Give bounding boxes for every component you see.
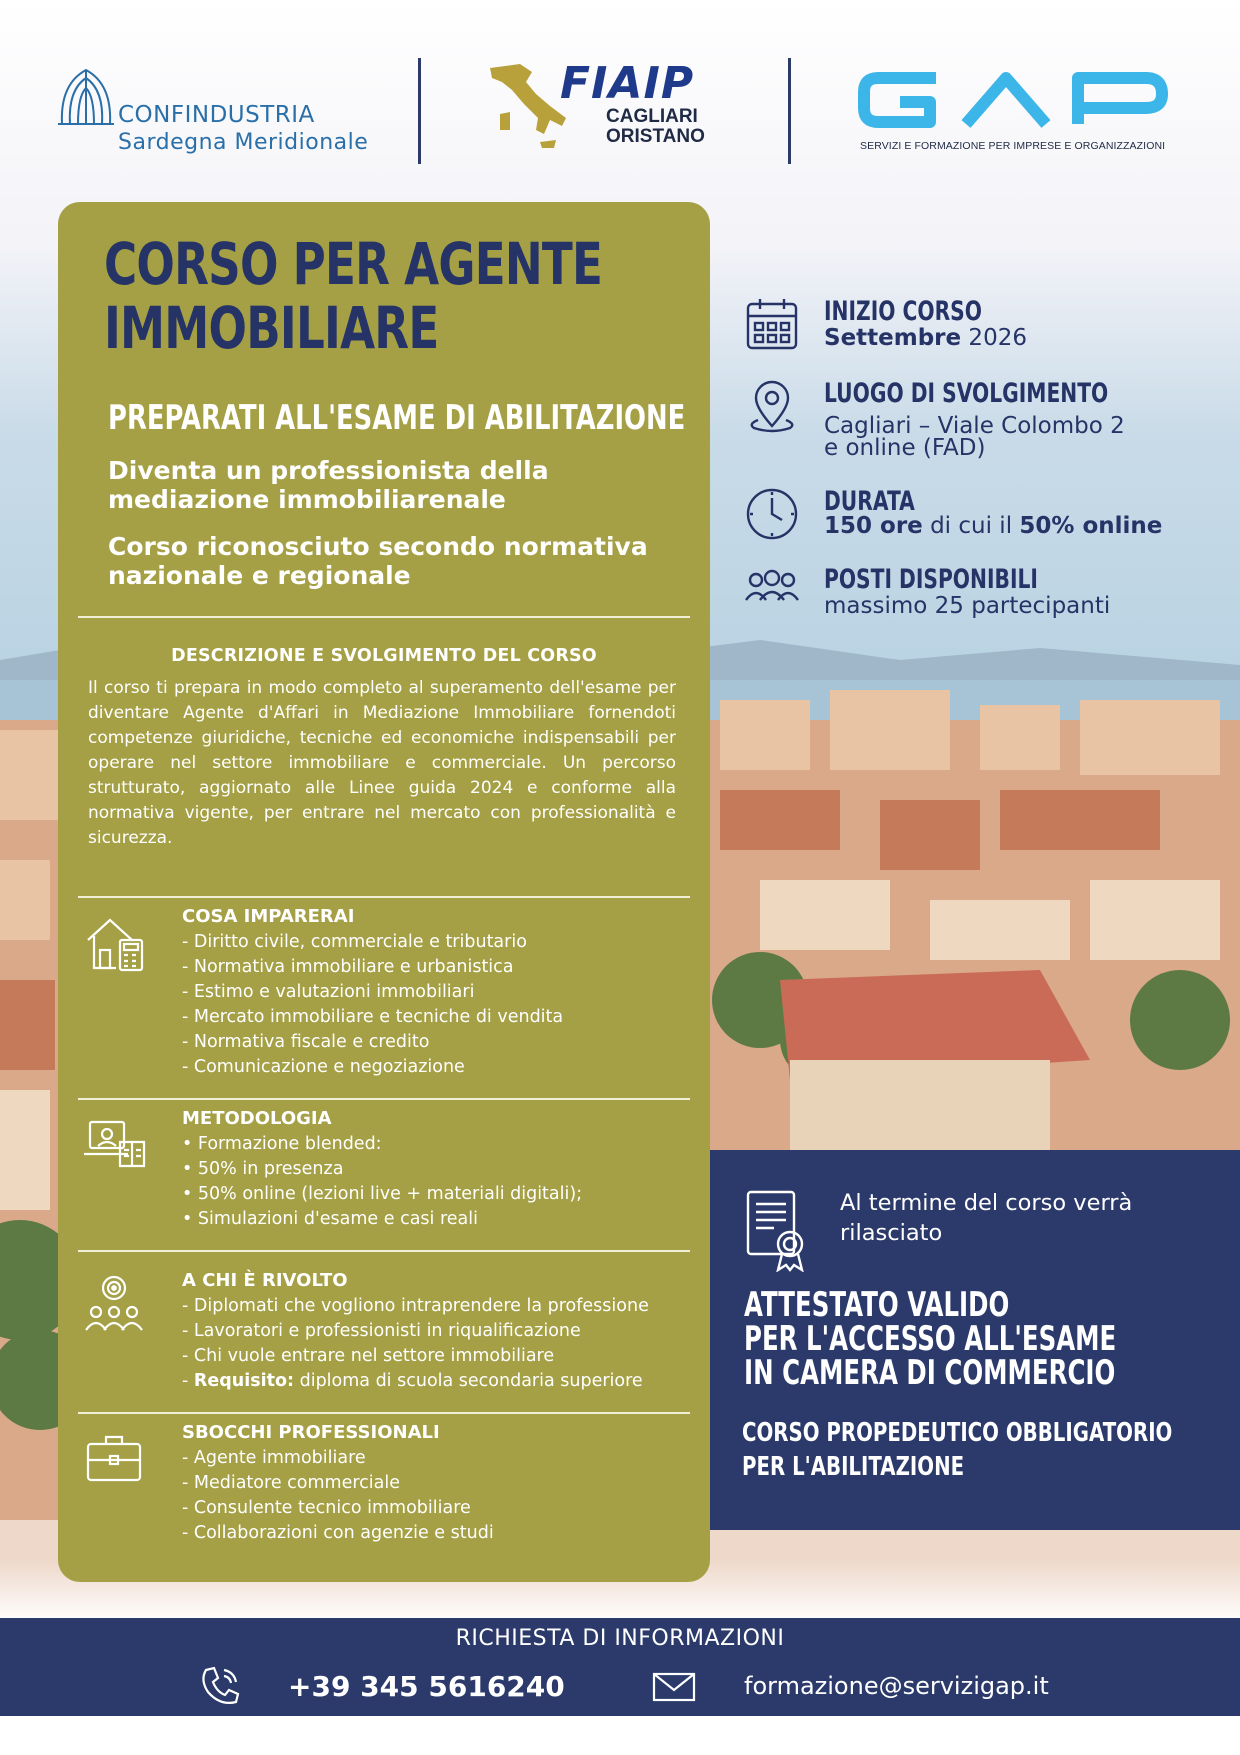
list-item: - Diplomati che vogliono intraprendere la professione (182, 1296, 649, 1316)
certificate-title-line2: PER L'ACCESSO ALL'ESAME (744, 1319, 1117, 1359)
list-item: • 50% in presenza (182, 1159, 344, 1179)
seats-text: massimo 25 partecipanti (824, 593, 1111, 619)
calendar-icon (744, 296, 800, 352)
list-item: • Simulazioni d'esame e casi reali (182, 1209, 478, 1229)
list-item: - Mercato immobiliare e tecniche di vendita (182, 1007, 564, 1027)
start-date (824, 326, 1027, 350)
careers-title: SBOCCHI PROFESSIONALI (182, 1422, 440, 1443)
contact-footer (0, 1618, 1240, 1716)
learn-title: COSA IMPARERAI (182, 906, 355, 927)
course-title (104, 232, 666, 360)
place-title: LUOGO DI SVOLGIMENTO (824, 378, 1109, 409)
list-item: - Mediatore commerciale (182, 1473, 400, 1493)
briefcase-icon (82, 1426, 146, 1490)
method-title: METODOLOGIA (182, 1108, 332, 1129)
duration-online: 50% online (1019, 513, 1163, 539)
course-details-panel (58, 202, 710, 1582)
list-item: - Chi vuole entrare nel settore immobiliare (182, 1346, 555, 1366)
section-divider (78, 616, 690, 618)
laptop-book-icon (82, 1112, 146, 1176)
fiaip-city-cagliari: CAGLIARI (606, 106, 698, 127)
place-address: Cagliari – Viale Colombo 2 (824, 413, 1125, 439)
careers-list (182, 1446, 494, 1546)
list-item: - Lavoratori e professionisti in riqualificazione (182, 1321, 581, 1341)
place-online: e online (FAD) (824, 435, 986, 461)
section-divider (78, 896, 690, 898)
learn-list (182, 930, 563, 1080)
duration-hours: 150 ore (824, 513, 923, 539)
start-title: INIZIO CORSO (824, 296, 982, 327)
duration-text (824, 514, 1162, 538)
list-item: • 50% online (lezioni live + materiali digitali); (182, 1184, 583, 1204)
phone-icon (198, 1664, 242, 1708)
section-divider (78, 1412, 690, 1414)
description-title: DESCRIZIONE E SVOLGIMENTO DEL CORSO (171, 646, 597, 666)
requirement-label: Requisito: (193, 1371, 295, 1391)
course-tagline-recognized: Corso riconosciuto secondo normativa nazionale e regionale (108, 532, 648, 590)
target-audience-icon (82, 1274, 146, 1338)
certificate-note-line2: PER L'ABILITAZIONE (742, 1452, 965, 1482)
clock-icon (744, 486, 800, 542)
seats-title: POSTI DISPONIBILI (824, 564, 1038, 595)
start-month: Settembre (824, 325, 962, 351)
footer-title: RICHIESTA DI INFORMAZIONI (455, 1626, 785, 1651)
confindustria-logo (56, 62, 376, 162)
certificate-box (710, 1150, 1240, 1530)
email-address[interactable]: formazione@servizigap.it (744, 1672, 1049, 1700)
email-icon (652, 1672, 696, 1702)
certificate-title-line3: IN CAMERA DI COMMERCIO (744, 1353, 1116, 1393)
phone-number[interactable]: +39 345 5616240 (288, 1670, 565, 1703)
duration-title: DURATA (824, 486, 915, 517)
certificate-icon (744, 1188, 810, 1272)
section-divider (78, 1250, 690, 1252)
header-divider (418, 58, 421, 164)
duration-mid: di cui il (922, 513, 1020, 539)
fiaip-wordmark: FIAIP (560, 58, 695, 109)
certificate-intro: Al termine del corso verrà rilasciato (840, 1190, 1133, 1246)
section-divider (78, 1098, 690, 1100)
certificate-note-line1: CORSO PROPEDEUTICO OBBLIGATORIO (742, 1418, 1173, 1448)
list-item: • Formazione blended: (182, 1134, 382, 1154)
location-pin-icon (744, 378, 800, 434)
list-item: - Normativa fiscale e credito (182, 1032, 430, 1052)
list-item: - Comunicazione e negoziazione (182, 1057, 465, 1077)
confindustria-region: Sardegna Meridionale (118, 130, 369, 155)
course-title-line1: CORSO PER AGENTE (104, 230, 603, 298)
house-calculator-icon (82, 910, 146, 974)
list-item: - Requisito: diploma di scuola secondaria superiore (182, 1371, 643, 1391)
certificate-title (744, 1285, 1205, 1393)
course-title-line2: IMMOBILIARE (104, 294, 439, 362)
start-year: 2026 (961, 325, 1027, 351)
description-text: Il corso ti prepara in modo completo al superamento dell'esame per diventare Agente d'Affari in Mediazione Immobiliare fornendoti competenze giuridiche, tecniche ed economiche indispensabili per operare nel settore immobiliare e commerciale. Un percorso strutturato, aggiornato alle Linee guida 2024 e conforme alla normativa vigente, per entrare nel mercato con professionalità e sicurezza. (88, 678, 676, 848)
fiaip-logo (480, 56, 740, 156)
confindustria-emblem-icon (56, 64, 116, 128)
method-list (182, 1132, 582, 1232)
list-item: - Consulente tecnico immobiliare (182, 1498, 471, 1518)
people-group-icon (744, 564, 800, 620)
list-item: - Diritto civile, commerciale e tributario (182, 932, 527, 952)
target-title: A CHI È RIVOLTO (182, 1270, 348, 1291)
certificate-note (742, 1416, 1228, 1484)
list-item: - Collaborazioni con agenzie e studi (182, 1523, 494, 1543)
fiaip-city-oristano: ORISTANO (606, 126, 705, 147)
course-tagline-professional: Diventa un professionista della mediazione immobiliarenale (108, 456, 549, 514)
header-divider (788, 58, 791, 164)
requirement-text: diploma di scuola secondaria superiore (294, 1371, 643, 1391)
gap-wordmark-icon (856, 70, 1176, 130)
target-list (182, 1294, 649, 1394)
list-item: - Normativa immobiliare e urbanistica (182, 957, 514, 977)
certificate-title-line1: ATTESTATO VALIDO (744, 1285, 1010, 1325)
confindustria-name: CONFINDUSTRIA (118, 102, 315, 128)
gap-tagline: SERVIZI E FORMAZIONE PER IMPRESE E ORGANIZZAZIONI (860, 140, 1166, 152)
list-item: - Estimo e valutazioni immobiliari (182, 982, 475, 1002)
course-subtitle: PREPARATI ALL'ESAME DI ABILITAZIONE (108, 398, 686, 438)
gap-logo (856, 70, 1186, 160)
list-item: - Agente immobiliare (182, 1448, 366, 1468)
